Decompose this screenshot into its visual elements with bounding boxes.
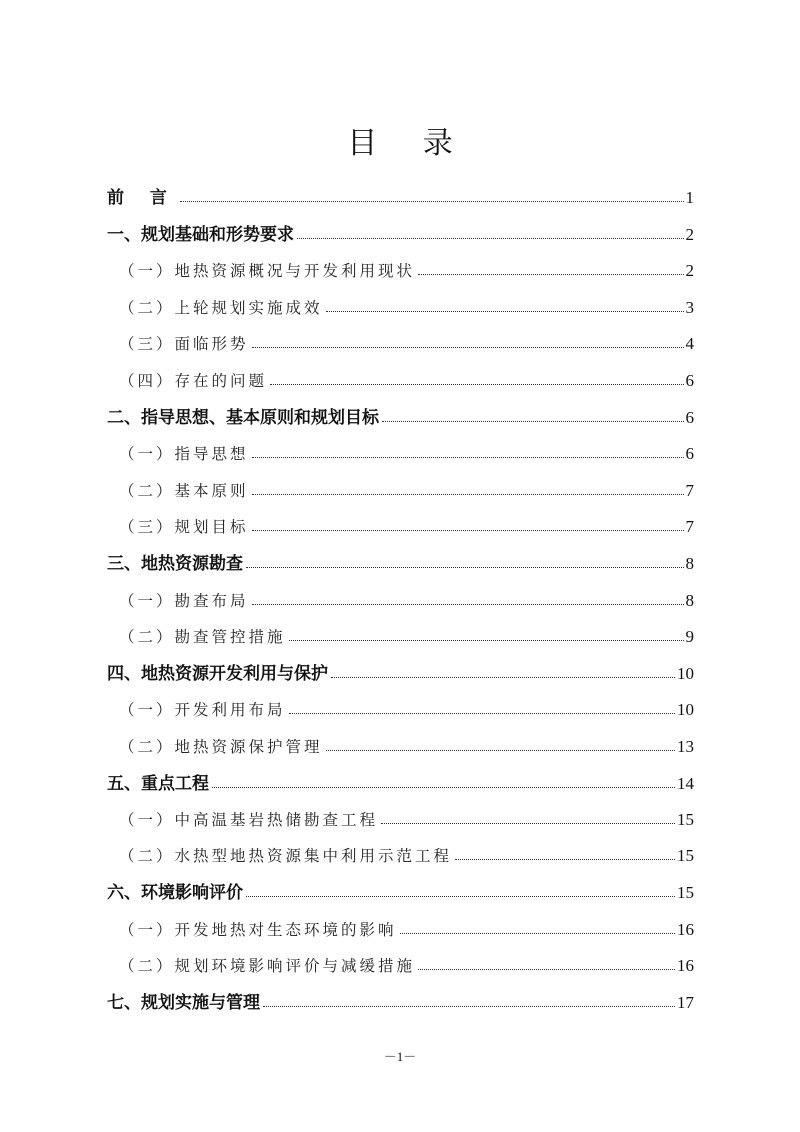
- dot-leader: [381, 823, 675, 824]
- toc-entry-page: 1: [685, 188, 694, 207]
- toc-entry-label: （一）开发地热对生态环境的影响: [119, 921, 397, 939]
- toc-entry[interactable]: [107, 985, 694, 1013]
- toc-entry-page: 10: [677, 664, 694, 683]
- toc-entry-label: （一）地热资源概况与开发利用现状: [119, 262, 416, 280]
- page-number: －1－: [383, 1049, 417, 1064]
- toc-entry[interactable]: [107, 290, 694, 318]
- dot-leader: [212, 787, 675, 788]
- dot-leader: [270, 384, 683, 385]
- toc-entry-page: 8: [685, 591, 694, 610]
- dot-leader: [331, 677, 675, 678]
- dot-leader: [326, 750, 675, 751]
- toc-entry-label: 六、环境影响评价: [107, 883, 243, 903]
- toc-entry[interactable]: [107, 326, 694, 354]
- dot-leader: [455, 859, 675, 860]
- toc-entry[interactable]: [107, 948, 694, 976]
- dot-leader: [418, 969, 675, 970]
- dot-leader: [252, 494, 684, 495]
- dot-leader: [289, 640, 684, 641]
- toc-entry-label: （二）基本原则: [119, 482, 249, 500]
- toc-entry-page: 3: [685, 298, 694, 317]
- toc-entry-page: 9: [685, 627, 694, 646]
- toc-entry[interactable]: [107, 838, 694, 866]
- toc-entry-page: 2: [685, 261, 694, 280]
- toc-entry-label: （二）勘查管控措施: [119, 628, 286, 646]
- toc-entry-page: 7: [685, 517, 694, 536]
- dot-leader: [326, 311, 684, 312]
- toc-entry-label: （二）上轮规划实施成效: [119, 299, 323, 317]
- toc-entry[interactable]: [107, 729, 694, 757]
- toc-entry[interactable]: [107, 619, 694, 647]
- toc-entry-label: （三）面临形势: [119, 335, 249, 353]
- toc-entry-page: 14: [677, 774, 694, 793]
- toc-entry[interactable]: [107, 473, 694, 501]
- dot-leader: [289, 713, 675, 714]
- toc-entry[interactable]: [107, 912, 694, 940]
- toc-entry-label: 五、重点工程: [107, 774, 209, 794]
- toc-entry-page: 15: [677, 846, 694, 865]
- toc-entry[interactable]: [107, 656, 694, 684]
- toc-entry-page: 8: [685, 554, 694, 573]
- dot-leader: [418, 274, 683, 275]
- toc-entry[interactable]: [107, 802, 694, 830]
- dot-leader: [246, 896, 675, 897]
- dot-leader: [252, 604, 684, 605]
- toc-entry-label: （二）规划环境影响评价与减缓措施: [119, 957, 416, 975]
- toc-entry-page: 4: [685, 334, 694, 353]
- toc-entry-label: 前 言: [107, 188, 177, 208]
- page-title: 目 录: [347, 126, 471, 161]
- toc-entry-page: 15: [677, 883, 694, 902]
- toc-entry[interactable]: [107, 692, 694, 720]
- toc-entry-page: 16: [677, 920, 694, 939]
- toc-entry-page: 17: [677, 993, 694, 1012]
- toc-entry[interactable]: [107, 363, 694, 391]
- toc-entry-label: 四、地热资源开发利用与保护: [107, 664, 328, 684]
- toc-entry[interactable]: [107, 546, 694, 574]
- dot-leader: [263, 1006, 675, 1007]
- toc-entry[interactable]: [107, 509, 694, 537]
- dot-leader: [382, 421, 684, 422]
- toc-entry[interactable]: [107, 583, 694, 611]
- toc-entry-page: 2: [685, 225, 694, 244]
- toc-entry[interactable]: [107, 766, 694, 794]
- toc-entry[interactable]: [107, 217, 694, 245]
- dot-leader: [252, 530, 684, 531]
- dot-leader: [297, 238, 684, 239]
- toc-entry[interactable]: [107, 253, 694, 281]
- toc-entry-label: （一）开发利用布局: [119, 701, 286, 719]
- toc-entry-label: 七、规划实施与管理: [107, 993, 260, 1013]
- toc-entry-page: 7: [685, 481, 694, 500]
- toc-entry[interactable]: [107, 180, 694, 208]
- toc-entry-label: （一）勘查布局: [119, 592, 249, 610]
- toc-entry-page: 6: [685, 371, 694, 390]
- toc-entry-page: 16: [677, 956, 694, 975]
- dot-leader: [246, 567, 684, 568]
- toc-entry-label: （二）水热型地热资源集中利用示范工程: [119, 847, 453, 865]
- toc-entry-page: 6: [685, 408, 694, 427]
- toc-entry-label: （一）中高温基岩热储勘查工程: [119, 811, 379, 829]
- toc-entry-label: （二）地热资源保护管理: [119, 738, 323, 756]
- toc-entry[interactable]: [107, 400, 694, 428]
- dot-leader: [400, 933, 675, 934]
- toc-entry-label: （三）规划目标: [119, 518, 249, 536]
- toc-entry[interactable]: [107, 875, 694, 903]
- toc-entry-page: 10: [677, 700, 694, 719]
- dot-leader: [252, 347, 684, 348]
- toc-entry-page: 6: [685, 444, 694, 463]
- toc-entry-label: 三、地热资源勘查: [107, 554, 243, 574]
- toc-entry-page: 15: [677, 810, 694, 829]
- dot-leader: [180, 201, 684, 202]
- toc-entry-page: 13: [677, 737, 694, 756]
- toc-entry-label: 一、规划基础和形势要求: [107, 225, 294, 245]
- dot-leader: [252, 457, 684, 458]
- toc-entry-label: （一）指导思想: [119, 445, 249, 463]
- toc-entry[interactable]: [107, 436, 694, 464]
- toc-entry-label: （四）存在的问题: [119, 372, 268, 390]
- toc-entry-label: 二、指导思想、基本原则和规划目标: [107, 408, 379, 428]
